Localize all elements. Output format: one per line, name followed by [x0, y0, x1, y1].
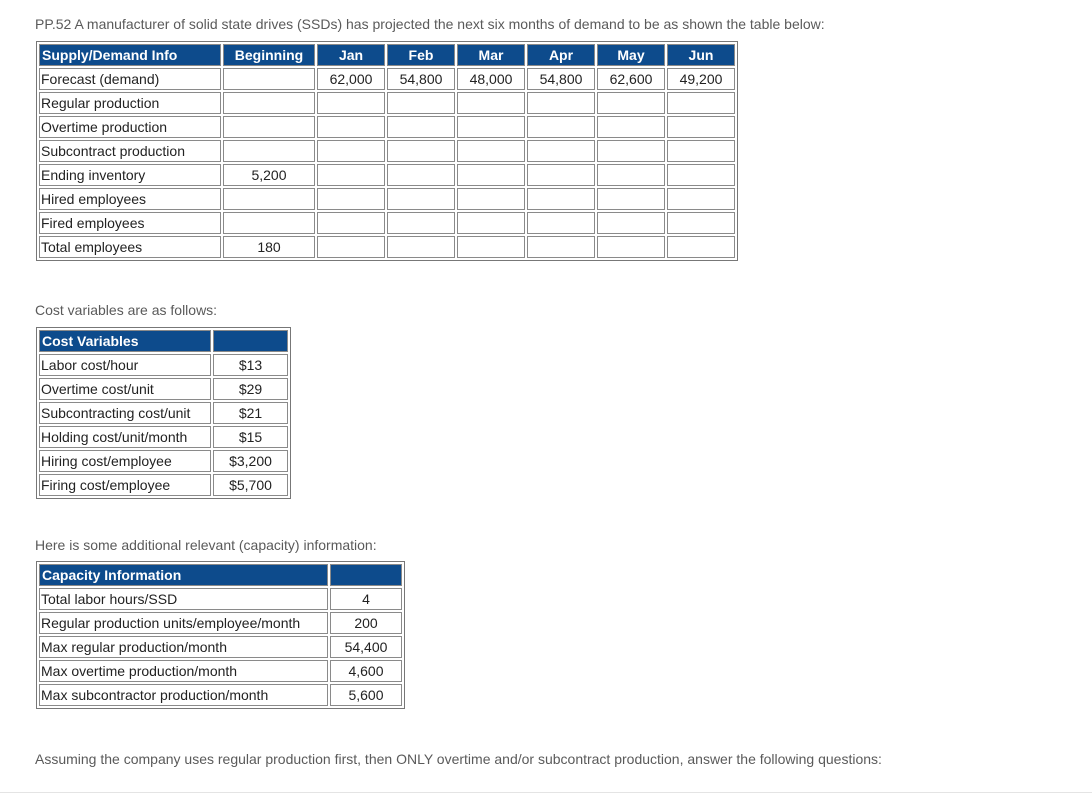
capacity-rows — [39, 588, 402, 706]
table-cell — [527, 188, 595, 210]
column-header: Cost Variables — [39, 330, 211, 352]
problem-intro: PP.52 A manufacturer of solid state drives (SSDs) has projected the next six months of demand to be as shown the table below: — [35, 16, 825, 32]
row-label: Regular production — [39, 92, 221, 114]
row-label: Total labor hours/SSD — [39, 588, 328, 610]
table-cell: $21 — [213, 402, 288, 424]
table-row — [39, 378, 288, 400]
table-cell — [387, 188, 455, 210]
table-cell — [317, 92, 385, 114]
table-cell — [527, 212, 595, 234]
table-cell — [223, 212, 315, 234]
table-cell: $5,700 — [213, 474, 288, 496]
cost-variable-rows — [39, 354, 288, 496]
table-row — [39, 212, 735, 234]
table-cell — [317, 236, 385, 258]
table-cell — [597, 236, 665, 258]
table-cell: 54,800 — [387, 68, 455, 90]
row-label: Hiring cost/employee — [39, 450, 211, 472]
table-cell — [667, 212, 735, 234]
table-row — [39, 402, 288, 424]
table-cell — [597, 140, 665, 162]
table-row — [39, 660, 402, 682]
table-row — [39, 684, 402, 706]
table-cell: 5,600 — [330, 684, 402, 706]
table-cell — [597, 92, 665, 114]
table-row — [39, 474, 288, 496]
table-cell — [667, 164, 735, 186]
table-row — [39, 92, 735, 114]
table-cell: 180 — [223, 236, 315, 258]
table-row — [39, 588, 402, 610]
column-header: Capacity Information — [39, 564, 328, 586]
column-header: Jun — [667, 44, 735, 66]
table-cell — [387, 164, 455, 186]
table-cell — [387, 236, 455, 258]
row-label: Regular production units/employee/month — [39, 612, 328, 634]
table-cell: 4,600 — [330, 660, 402, 682]
table-cell: 200 — [330, 612, 402, 634]
table-row — [39, 236, 735, 258]
table-cell: 4 — [330, 588, 402, 610]
table-cell — [317, 140, 385, 162]
table-cell — [223, 188, 315, 210]
assumption-text: Assuming the company uses regular production first, then ONLY overtime and/or subcontract production, answer the following questions: — [35, 751, 882, 767]
row-label: Subcontracting cost/unit — [39, 402, 211, 424]
table-cell — [457, 116, 525, 138]
table-cell — [317, 164, 385, 186]
table-cell — [527, 116, 595, 138]
table-cell: 49,200 — [667, 68, 735, 90]
row-label: Max overtime production/month — [39, 660, 328, 682]
table-cell — [457, 140, 525, 162]
table-cell: 48,000 — [457, 68, 525, 90]
table-cell — [387, 212, 455, 234]
table-cell — [317, 212, 385, 234]
table-row — [39, 612, 402, 634]
table-cell — [457, 236, 525, 258]
column-header: Mar — [457, 44, 525, 66]
table-row — [39, 354, 288, 376]
table-cell — [457, 92, 525, 114]
table-cell — [527, 236, 595, 258]
table-cell — [317, 116, 385, 138]
table-cell — [667, 236, 735, 258]
row-label: Max subcontractor production/month — [39, 684, 328, 706]
row-label: Max regular production/month — [39, 636, 328, 658]
table-header-row — [39, 44, 735, 66]
table-cell — [667, 116, 735, 138]
table-header-row — [39, 564, 402, 586]
table-cell: 54,800 — [527, 68, 595, 90]
column-header: Feb — [387, 44, 455, 66]
table-cell — [597, 212, 665, 234]
table-cell: $13 — [213, 354, 288, 376]
column-header: Beginning — [223, 44, 315, 66]
table-row — [39, 188, 735, 210]
column-header: Jan — [317, 44, 385, 66]
table-cell: 54,400 — [330, 636, 402, 658]
table-row — [39, 636, 402, 658]
supply-demand-rows — [39, 68, 735, 258]
row-label: Hired employees — [39, 188, 221, 210]
row-label: Holding cost/unit/month — [39, 426, 211, 448]
column-header: Supply/Demand Info — [39, 44, 221, 66]
supply-demand-table — [36, 41, 738, 261]
table-row — [39, 140, 735, 162]
row-label: Firing cost/employee — [39, 474, 211, 496]
table-cell: 5,200 — [223, 164, 315, 186]
table-row — [39, 68, 735, 90]
column-header: May — [597, 44, 665, 66]
table-cell — [667, 188, 735, 210]
row-label: Fired employees — [39, 212, 221, 234]
row-label: Overtime cost/unit — [39, 378, 211, 400]
table-cell — [457, 164, 525, 186]
row-label: Subcontract production — [39, 140, 221, 162]
table-cell — [597, 116, 665, 138]
table-cell — [457, 188, 525, 210]
column-header — [213, 330, 288, 352]
table-row — [39, 426, 288, 448]
column-header: Apr — [527, 44, 595, 66]
table-cell — [527, 164, 595, 186]
table-cell — [527, 140, 595, 162]
capacity-intro: Here is some additional relevant (capacity) information: — [35, 537, 377, 553]
table-cell — [387, 116, 455, 138]
table-cell — [667, 140, 735, 162]
table-header-row — [39, 330, 288, 352]
table-cell — [387, 140, 455, 162]
divider — [0, 792, 1092, 793]
table-row — [39, 164, 735, 186]
column-header — [330, 564, 402, 586]
table-cell: $29 — [213, 378, 288, 400]
table-cell: $3,200 — [213, 450, 288, 472]
table-cell — [223, 140, 315, 162]
table-cell: 62,600 — [597, 68, 665, 90]
table-cell — [527, 92, 595, 114]
table-cell — [223, 92, 315, 114]
table-cell — [597, 164, 665, 186]
row-label: Overtime production — [39, 116, 221, 138]
row-label: Total employees — [39, 236, 221, 258]
table-cell — [387, 92, 455, 114]
cost-intro: Cost variables are as follows: — [35, 302, 218, 318]
table-cell: $15 — [213, 426, 288, 448]
table-row — [39, 450, 288, 472]
table-row — [39, 116, 735, 138]
capacity-information-table — [36, 561, 405, 709]
row-label: Forecast (demand) — [39, 68, 221, 90]
table-cell — [223, 68, 315, 90]
row-label: Ending inventory — [39, 164, 221, 186]
table-cell — [317, 188, 385, 210]
row-label: Labor cost/hour — [39, 354, 211, 376]
table-cell — [223, 116, 315, 138]
table-cell — [667, 92, 735, 114]
cost-variables-table — [36, 327, 291, 499]
table-cell — [597, 188, 665, 210]
table-cell — [457, 212, 525, 234]
table-cell: 62,000 — [317, 68, 385, 90]
